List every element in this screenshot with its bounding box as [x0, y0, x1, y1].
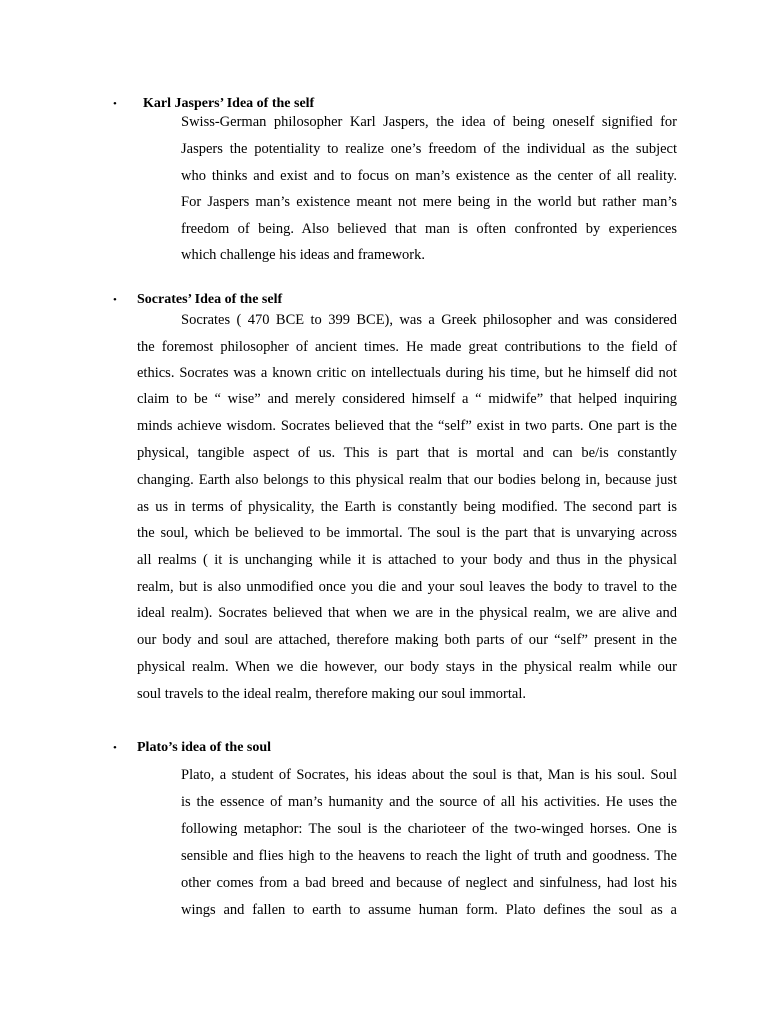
paragraph-line: changing. Earth also belongs to this physical realm that our bodies belong in, because just	[137, 472, 677, 488]
paragraph-line: following metaphor: The soul is the charioteer of the two-winged horses. One is	[181, 821, 677, 837]
bullet-icon: •	[113, 98, 117, 110]
paragraph-line: physical realm. When we die however, our body stays in the physical realm while our	[137, 659, 677, 675]
section-heading: Socrates’ Idea of the self	[137, 292, 283, 307]
paragraph-line: other comes from a bad breed and because of neglect and sinfulness, had lost his	[181, 875, 677, 891]
paragraph-line: realm, but is also unmodified once you die and your soul leaves the body to travel to the	[137, 579, 677, 595]
paragraph-line: freedom of being. Also believed that man is often confronted by experiences	[181, 221, 677, 237]
paragraph-line: is the essence of man’s humanity and the source of all his activities. He uses the	[181, 794, 677, 810]
paragraph-line: the soul, which be believed to be immortal. The soul is the part that is unvarying across	[137, 525, 677, 541]
paragraph-line: minds achieve wisdom. Socrates believed that the “self” exist in two parts. One part is the	[137, 418, 677, 434]
paragraph-line: as us in terms of physicality, the Earth is constantly being modified. The second part is	[137, 499, 677, 515]
section-heading: Plato’s idea of the soul	[137, 740, 272, 755]
paragraph-line: Swiss-German philosopher Karl Jaspers, the idea of being oneself signified for	[181, 114, 677, 130]
paragraph-line: wings and fallen to earth to assume human form. Plato defines the soul as a	[181, 902, 677, 918]
paragraph-line: the foremost philosopher of ancient times. He made great contributions to the field of	[137, 339, 677, 355]
bullet-icon: •	[113, 742, 117, 754]
paragraph-line: who thinks and exist and to focus on man’s existence as the center of all reality.	[181, 168, 677, 184]
paragraph-line: Plato, a student of Socrates, his ideas about the soul is that, Man is his soul. Soul	[181, 767, 677, 783]
paragraph-line: sensible and flies high to the heavens to reach the light of truth and goodness. The	[181, 848, 677, 864]
paragraph-line: claim to be “ wise” and merely considered himself a “ midwife” that helped inquiring	[137, 391, 677, 407]
section-heading: Karl Jaspers’ Idea of the self	[143, 96, 315, 111]
paragraph-line: physical, tangible aspect of us. This is part that is mortal and can be/is constantly	[137, 445, 677, 461]
paragraph-line: ethics. Socrates was a known critic on intellectuals during his time, but he himself did not	[137, 365, 677, 381]
paragraph-line: ideal realm). Socrates believed that when we are in the physical realm, we are alive and	[137, 605, 677, 621]
paragraph-line: soul travels to the ideal realm, therefore making our soul immortal.	[137, 686, 526, 702]
paragraph-line: our body and soul are attached, therefore making both parts of our “self” present in the	[137, 632, 677, 648]
paragraph-line: which challenge his ideas and framework.	[181, 247, 425, 263]
paragraph-line: Jaspers the potentiality to realize one’s freedom of the individual as the subject	[181, 141, 677, 157]
paragraph-line: all realms ( it is unchanging while it is attached to your body and thus in the physical	[137, 552, 677, 568]
bullet-icon: •	[113, 294, 117, 306]
paragraph-line: Socrates ( 470 BCE to 399 BCE), was a Greek philosopher and was considered	[181, 312, 677, 328]
paragraph-line: For Jaspers man’s existence meant not mere being in the world but rather man’s	[181, 194, 677, 210]
